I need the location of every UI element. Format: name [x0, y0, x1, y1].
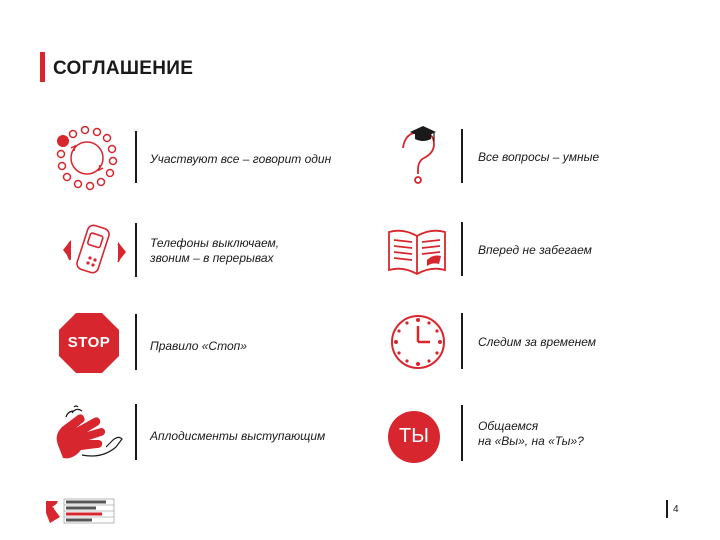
- clock-icon: [390, 314, 446, 370]
- stop-label: STOP: [67, 334, 111, 351]
- ty-badge-icon: [388, 411, 440, 463]
- applause-hands-icon: [52, 405, 128, 471]
- rule-text: Вперед не забегаем: [478, 243, 592, 257]
- organization-logo: [44, 497, 116, 525]
- page-number-bar: [666, 500, 668, 518]
- divider: [135, 131, 137, 183]
- rule-text: Следим за временем: [478, 335, 597, 349]
- divider: [135, 223, 137, 277]
- title-accent-bar: [40, 52, 45, 82]
- rule-text: Аплодисменты выступающим: [150, 429, 326, 443]
- page-number: 4: [673, 504, 679, 515]
- ty-label: ТЫ: [399, 425, 429, 447]
- mobile-phone-icon: [60, 220, 130, 282]
- divider: [461, 222, 463, 276]
- rule-text: Телефоны выключаем, звоним – в перерывах: [150, 236, 280, 265]
- rule-text: Общаемся на «Вы», на «Ты»?: [478, 419, 584, 448]
- divider: [135, 404, 137, 460]
- divider: [461, 129, 463, 183]
- rule-text: Все вопросы – умные: [478, 150, 600, 164]
- slide-title: СОГЛАШЕНИЕ: [53, 58, 194, 79]
- question-graduate-icon: [396, 124, 446, 186]
- rule-text: Участвуют все – говорит один: [150, 152, 332, 166]
- circle-of-people-icon: [55, 126, 135, 196]
- divider: [135, 314, 137, 370]
- divider: [461, 313, 463, 369]
- open-book-icon: [385, 226, 449, 276]
- stop-sign-icon: [58, 312, 120, 374]
- rule-text: Правило «Стоп»: [150, 339, 247, 353]
- divider: [461, 405, 463, 461]
